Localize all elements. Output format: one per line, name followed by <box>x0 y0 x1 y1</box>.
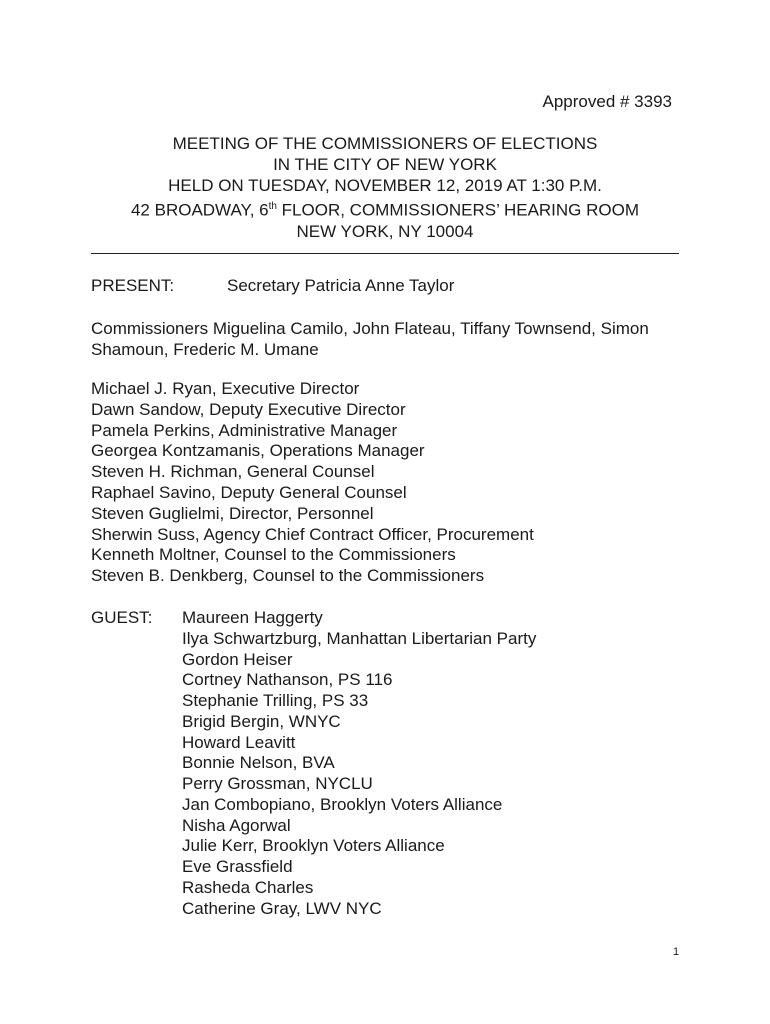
heading-line-5: NEW YORK, NY 10004 <box>296 221 474 241</box>
staff-item: Steven Guglielmi, Director, Personnel <box>91 503 374 523</box>
guest-list <box>182 608 536 919</box>
meeting-heading <box>90 133 680 242</box>
heading-line-3: HELD ON TUESDAY, NOVEMBER 12, 2019 AT 1:30 P.M. <box>168 176 602 195</box>
guest-item: Eve Grassfield <box>182 857 293 876</box>
staff-item: Kenneth Moltner, Counsel to the Commissioners <box>91 545 456 565</box>
heading-line-4-end: FLOOR, COMMISSIONERS’ HEARING ROOM <box>276 200 640 220</box>
staff-item: Steven H. Richman, General Counsel <box>91 462 375 482</box>
guest-item: Gordon Heiser <box>182 649 293 669</box>
present-label: PRESENT: <box>91 276 175 295</box>
present-value: Secretary Patricia Anne Taylor <box>227 276 455 295</box>
guest-item: Julie Kerr, Brooklyn Voters Alliance <box>182 836 445 856</box>
horizontal-divider <box>91 253 679 254</box>
heading-line-1: MEETING OF THE COMMISSIONERS OF ELECTIONS <box>172 134 598 153</box>
commissioners-paragraph: Commissioners Miguelina Camilo, John Flateau, Tiffany Townsend, Simon Shamoun, Frederic M. Umane <box>91 319 649 359</box>
staff-item: Raphael Savino, Deputy General Counsel <box>91 482 407 502</box>
guest-item: Howard Leavitt <box>182 732 296 752</box>
guest-item: Jan Combopiano, Brooklyn Voters Alliance <box>182 794 503 814</box>
heading-line-4-start: 42 BROADWAY, 6 <box>130 200 269 220</box>
guest-item: Cortney Nathanson, PS 116 <box>182 670 393 690</box>
guest-item: Ilya Schwartzburg, Manhattan Libertarian Party <box>182 628 537 648</box>
guest-item: Brigid Bergin, WNYC <box>182 711 341 731</box>
guest-item: Rasheda Charles <box>182 877 314 897</box>
staff-item: Michael J. Ryan, Executive Director <box>91 379 360 398</box>
guest-label: GUEST: <box>91 608 153 627</box>
ordinal-suffix: th <box>268 201 277 212</box>
guest-item: Maureen Haggerty <box>182 608 323 627</box>
staff-list <box>91 379 534 587</box>
staff-item: Georgea Kontzamanis, Operations Manager <box>91 441 425 461</box>
heading-line-2: IN THE CITY OF NEW YORK <box>273 155 497 174</box>
present-row <box>91 276 455 296</box>
staff-item: Sherwin Suss, Agency Chief Contract Officer, Procurement <box>91 524 534 544</box>
staff-item: Steven B. Denkberg, Counsel to the Commissioners <box>91 566 485 586</box>
guest-item: Stephanie Trilling, PS 33 <box>182 691 369 710</box>
staff-item: Dawn Sandow, Deputy Executive Director <box>91 399 406 419</box>
staff-item: Pamela Perkins, Administrative Manager <box>91 420 398 440</box>
guest-item: Bonnie Nelson, BVA <box>182 753 335 773</box>
approval-number: Approved # 3393 <box>542 92 672 111</box>
heading-line-4 <box>90 196 680 221</box>
guest-item: Perry Grossman, NYCLU <box>182 774 373 793</box>
guest-item: Catherine Gray, LWV NYC <box>182 898 382 918</box>
guest-item: Nisha Agorwal <box>182 815 291 835</box>
page-number: 1 <box>673 946 680 958</box>
